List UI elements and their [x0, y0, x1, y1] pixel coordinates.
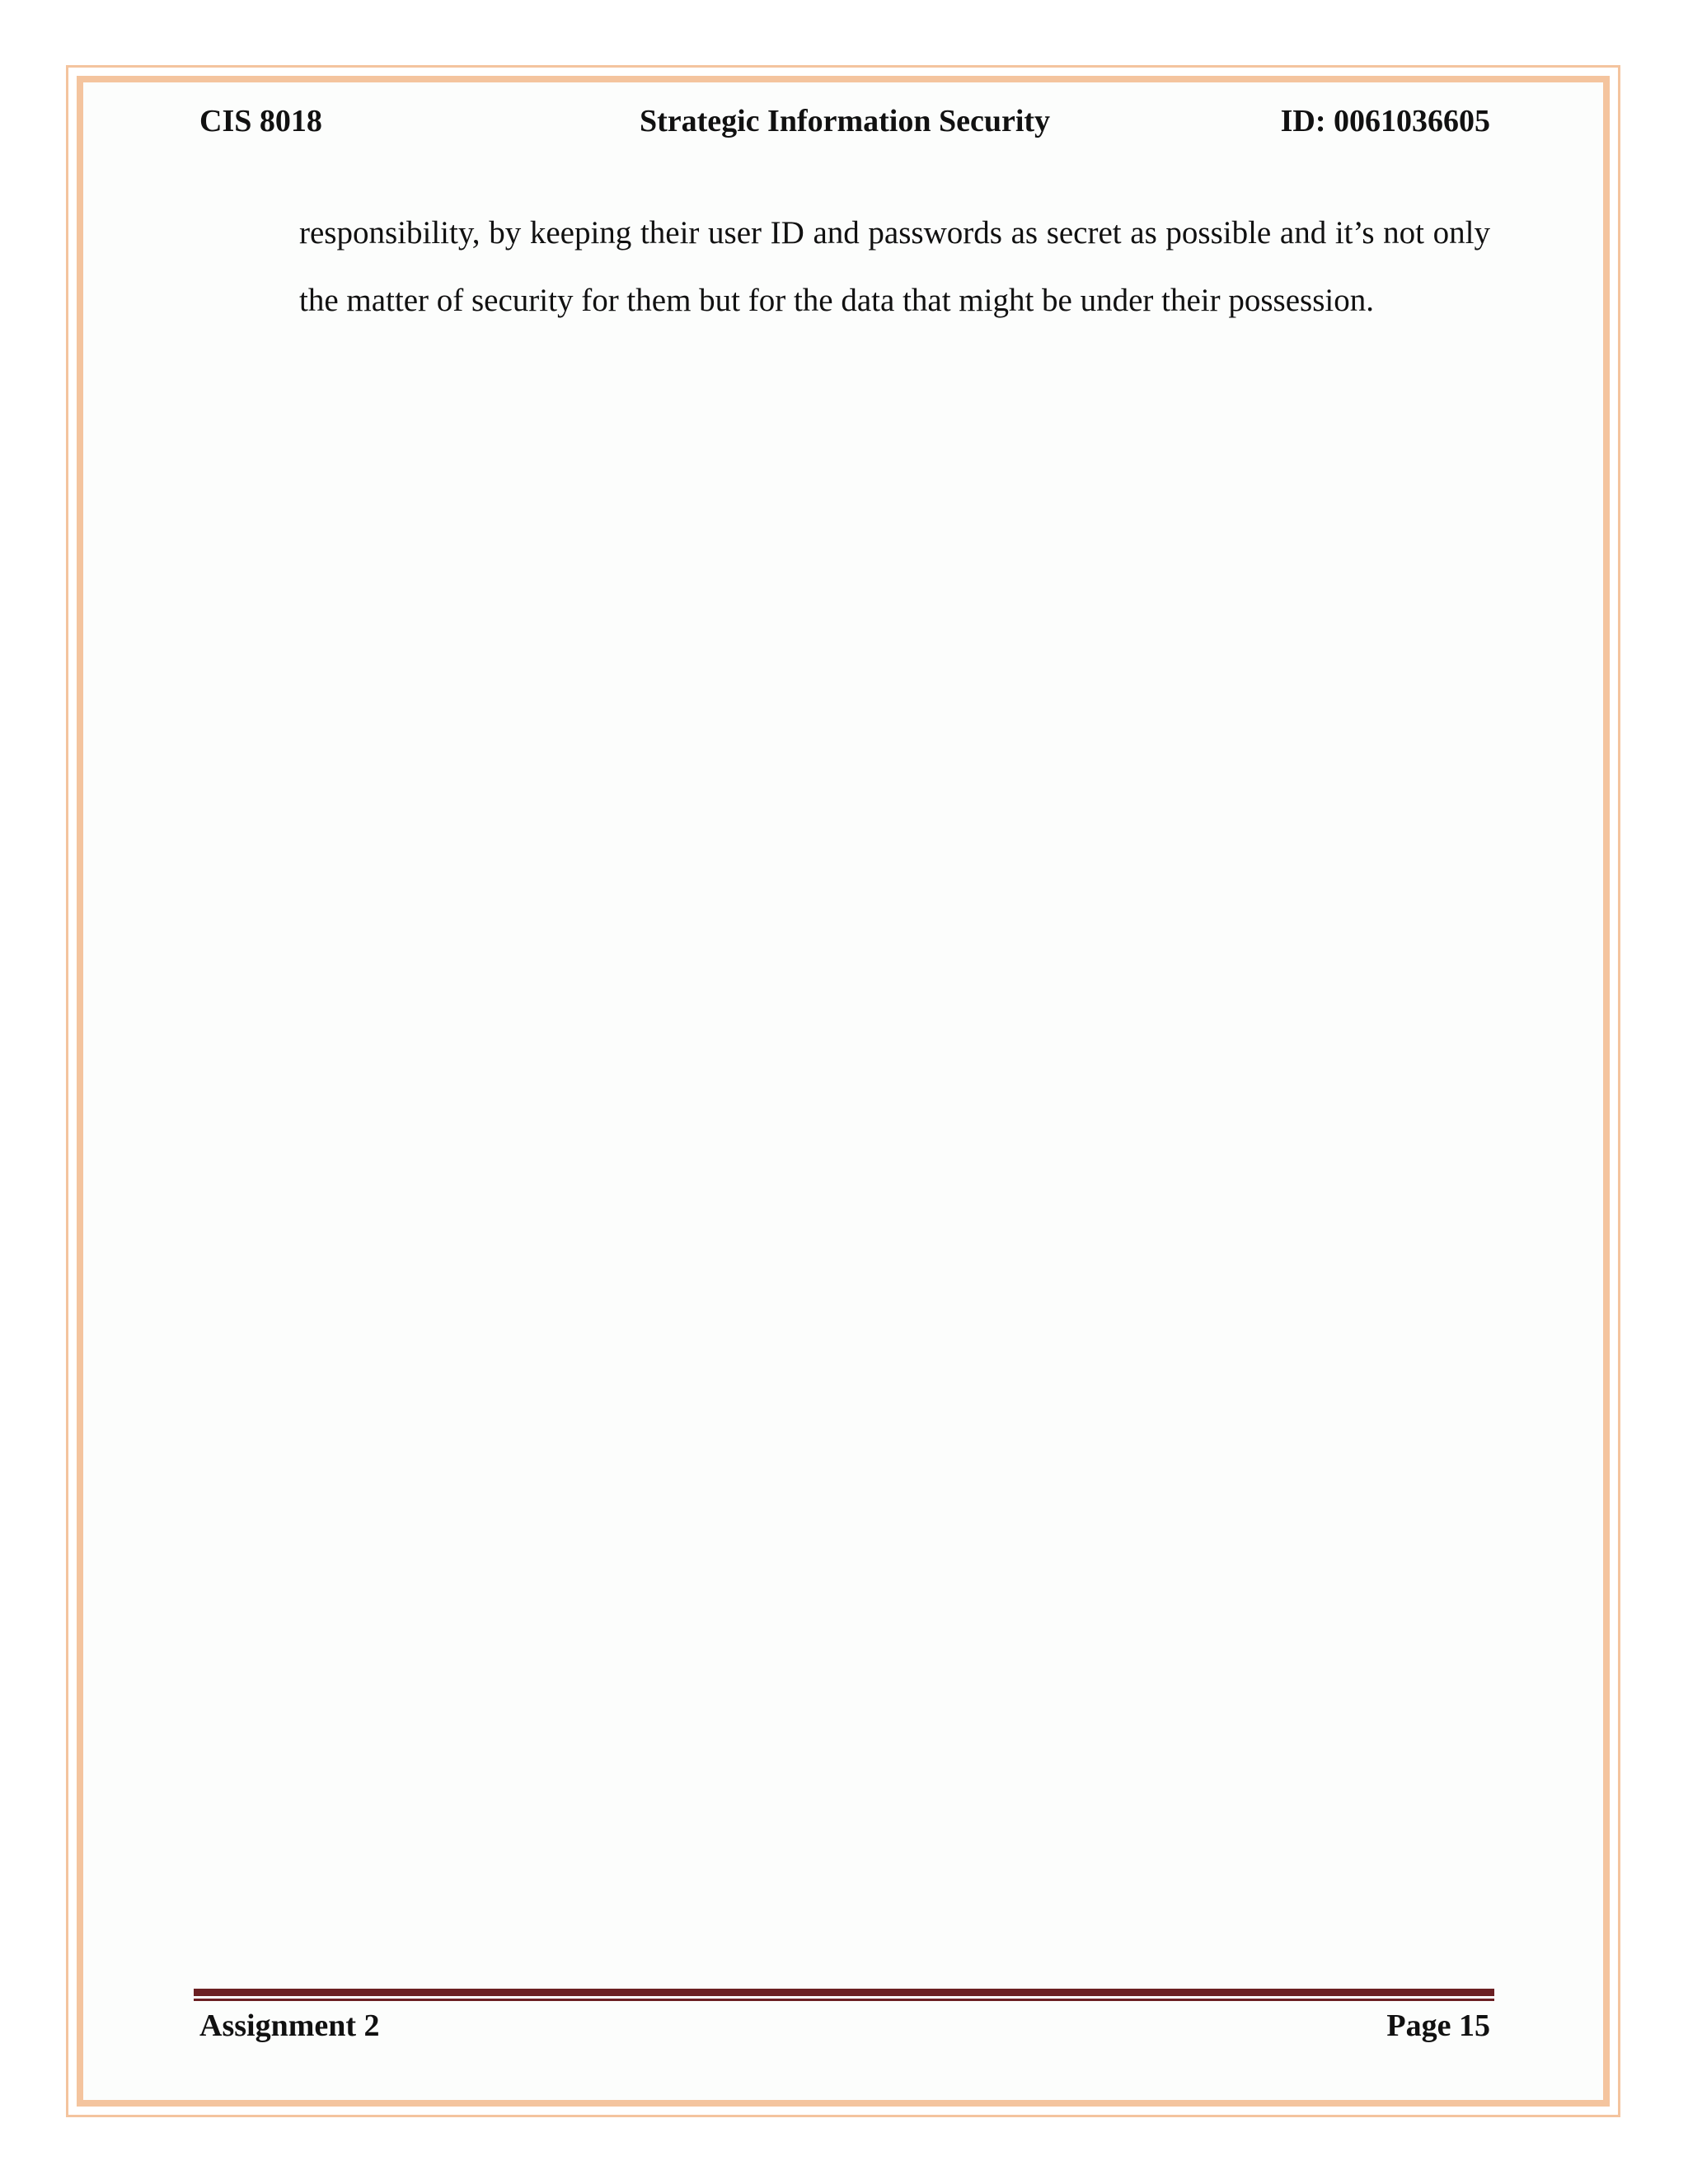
header-student-id: ID: 0061036605: [1280, 104, 1490, 138]
footer-assignment: Assignment 2: [199, 2008, 380, 2043]
footer-page-number: Page 15: [1386, 2008, 1490, 2043]
footer-rule-thick: [194, 1989, 1494, 1996]
page-border-inner: [77, 76, 1610, 2107]
page-footer: [199, 2008, 1490, 2049]
footer-rule-thin: [194, 1999, 1494, 2001]
page-header: [199, 103, 1490, 144]
body-paragraph: responsibility, by keeping their user ID and passwords as secret as possible and it’s not only the matter of security for them but for the data that might be under their possession.: [299, 215, 1490, 318]
header-course-code: CIS 8018: [199, 104, 322, 138]
header-course-title: Strategic Information Security: [639, 104, 1051, 138]
